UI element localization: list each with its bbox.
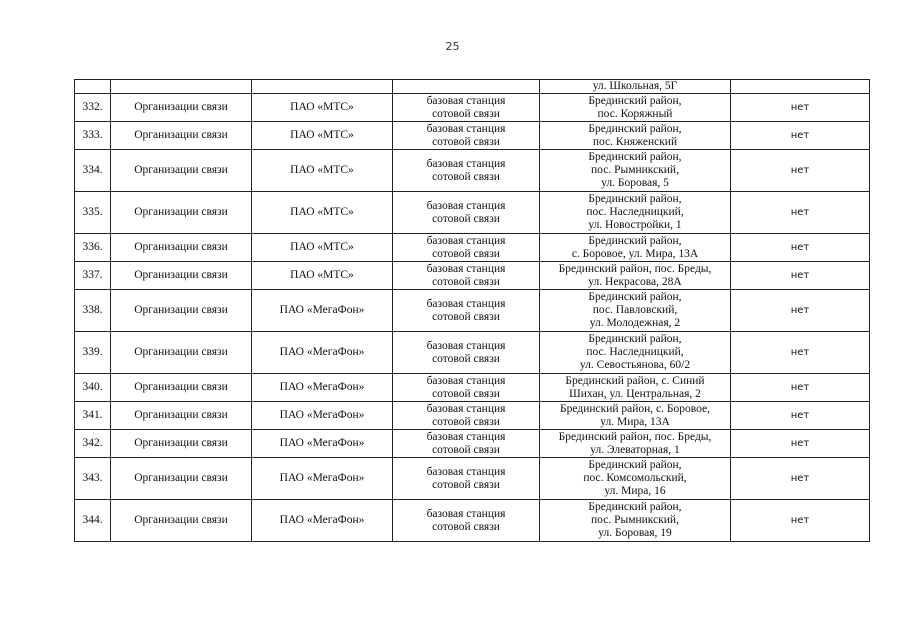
row-status: нет: [731, 234, 870, 262]
row-address: [540, 374, 731, 402]
row-number: 334.: [75, 150, 111, 192]
row-operator: ПАО «МТС»: [252, 122, 393, 150]
address-line: ул. Новостройки, 1: [588, 219, 682, 231]
row-object: [393, 402, 540, 430]
object-line: базовая станция: [426, 339, 506, 352]
object-line: сотовой связи: [432, 478, 500, 491]
row-operator: ПАО «МТС»: [252, 234, 393, 262]
object-line: базовая станция: [426, 94, 506, 107]
address-line: пос. Рымникский,: [591, 514, 679, 526]
row-object: [393, 122, 540, 150]
page-number: 25: [445, 40, 460, 53]
address-line: Брединский район, пос. Бреды,: [558, 262, 712, 275]
table-row: [75, 122, 870, 150]
object-line: базовая станция: [426, 507, 506, 520]
row-object: [393, 458, 540, 500]
object-line: сотовой связи: [432, 170, 500, 183]
row-address: [540, 332, 731, 374]
row-address: [540, 262, 731, 290]
row-operator: ПАО «МегаФон»: [252, 458, 393, 500]
table-row: [75, 374, 870, 402]
row-category: Организации связи: [111, 290, 252, 332]
row-category: Организации связи: [111, 332, 252, 374]
row-status: нет: [731, 374, 870, 402]
address-line: пос. Павловский,: [592, 304, 678, 316]
address-line: ул. Некрасова, 28А: [588, 275, 682, 288]
address-line: пос. Наследницкий,: [586, 206, 684, 218]
table-row: [75, 94, 870, 122]
row-category: Организации связи: [111, 122, 252, 150]
table-row: [75, 192, 870, 234]
object-line: сотовой связи: [432, 443, 500, 456]
row-status: нет: [731, 500, 870, 542]
row-status: нет: [731, 458, 870, 500]
table-row: [75, 402, 870, 430]
address-line: Брединский район,: [588, 459, 682, 471]
table-row: [75, 262, 870, 290]
object-line: базовая станция: [426, 262, 506, 275]
row-number: 344.: [75, 500, 111, 542]
row-status: нет: [731, 94, 870, 122]
row-object: [393, 262, 540, 290]
table-row: [75, 150, 870, 192]
object-line: базовая станция: [426, 199, 506, 212]
row-operator: ПАО «МТС»: [252, 262, 393, 290]
address-line: ул. Боровая, 5: [601, 177, 669, 189]
address-line: Брединский район, с. Боровое,: [560, 402, 710, 415]
row-category: Организации связи: [111, 234, 252, 262]
address-line: Брединский район,: [588, 501, 682, 513]
row-object: [393, 332, 540, 374]
address-line: Брединский район, пос. Бреды,: [558, 430, 712, 443]
row-number: 332.: [75, 94, 111, 122]
cell-category: [111, 80, 252, 94]
address-line: пос. Рымникский,: [591, 164, 679, 176]
row-object: [393, 150, 540, 192]
row-operator: ПАО «МегаФон»: [252, 430, 393, 458]
row-number: 338.: [75, 290, 111, 332]
address-line: пос. Княженский: [592, 135, 678, 148]
row-object: [393, 192, 540, 234]
object-line: сотовой связи: [432, 107, 500, 120]
row-category: Организации связи: [111, 430, 252, 458]
row-category: Организации связи: [111, 500, 252, 542]
row-operator: ПАО «МегаФон»: [252, 374, 393, 402]
row-category: Организации связи: [111, 374, 252, 402]
row-status: нет: [731, 122, 870, 150]
row-category: Организации связи: [111, 458, 252, 500]
row-status: нет: [731, 192, 870, 234]
object-line: базовая станция: [426, 465, 506, 478]
address-line: ул. Севостьянова, 60/2: [579, 359, 691, 371]
row-operator: ПАО «МегаФон»: [252, 290, 393, 332]
row-object: [393, 430, 540, 458]
object-line: сотовой связи: [432, 520, 500, 533]
address-line: Брединский район,: [588, 234, 682, 247]
address-line: ул. Боровая, 19: [598, 527, 672, 539]
address-line: Брединский район,: [588, 151, 682, 163]
table-row: [75, 332, 870, 374]
address-line: ул. Молодежная, 2: [589, 317, 681, 329]
object-line: сотовой связи: [432, 247, 500, 260]
address-line: с. Боровое, ул. Мира, 13А: [571, 247, 699, 260]
row-operator: ПАО «МегаФон»: [252, 500, 393, 542]
object-line: базовая станция: [426, 122, 506, 135]
row-number: 339.: [75, 332, 111, 374]
table-row: [75, 458, 870, 500]
row-object: [393, 290, 540, 332]
table-row: [75, 234, 870, 262]
row-address: [540, 430, 731, 458]
row-object: [393, 500, 540, 542]
object-line: сотовой связи: [432, 212, 500, 225]
row-address: [540, 290, 731, 332]
address-line: ул. Элеваторная, 1: [590, 443, 680, 456]
object-line: базовая станция: [426, 157, 506, 170]
row-status: нет: [731, 262, 870, 290]
object-line: сотовой связи: [432, 135, 500, 148]
cell-operator: [252, 80, 393, 94]
row-address: [540, 458, 731, 500]
row-address: [540, 500, 731, 542]
facilities-table: [74, 79, 870, 542]
object-line: сотовой связи: [432, 352, 500, 365]
address-line: ул. Мира, 16: [604, 485, 666, 497]
address-line: ул. Мира, 13А: [600, 415, 670, 428]
row-number: 341.: [75, 402, 111, 430]
object-line: базовая станция: [426, 430, 506, 443]
row-operator: ПАО «МегаФон»: [252, 332, 393, 374]
address-line: пос. Наследницкий,: [586, 346, 684, 358]
address-line: Брединский район,: [588, 333, 682, 345]
row-address: [540, 122, 731, 150]
row-status: нет: [731, 430, 870, 458]
row-category: Организации связи: [111, 192, 252, 234]
row-status: нет: [731, 332, 870, 374]
object-line: сотовой связи: [432, 275, 500, 288]
row-category: Организации связи: [111, 262, 252, 290]
address-line: Брединский район,: [588, 291, 682, 303]
row-number: 340.: [75, 374, 111, 402]
cell-status: [731, 80, 870, 94]
cell-num: [75, 80, 111, 94]
row-number: 342.: [75, 430, 111, 458]
object-line: базовая станция: [426, 402, 506, 415]
table-row: [75, 290, 870, 332]
row-address: [540, 192, 731, 234]
row-number: 333.: [75, 122, 111, 150]
row-object: [393, 374, 540, 402]
row-number: 335.: [75, 192, 111, 234]
row-category: Организации связи: [111, 402, 252, 430]
row-address: [540, 402, 731, 430]
row-category: Организации связи: [111, 94, 252, 122]
table-row: [75, 430, 870, 458]
object-line: сотовой связи: [432, 387, 500, 400]
row-operator: ПАО «МТС»: [252, 192, 393, 234]
row-object: [393, 234, 540, 262]
continuation-row: [75, 80, 870, 94]
object-line: базовая станция: [426, 234, 506, 247]
row-operator: ПАО «МегаФон»: [252, 402, 393, 430]
address-line: ул. Школьная, 5Г: [592, 80, 678, 92]
address-line: Шихан, ул. Центральная, 2: [569, 387, 701, 400]
row-address: [540, 94, 731, 122]
row-number: 336.: [75, 234, 111, 262]
address-line: Брединский район,: [588, 193, 682, 205]
object-line: сотовой связи: [432, 415, 500, 428]
row-number: 343.: [75, 458, 111, 500]
cell-object: [393, 80, 540, 94]
row-status: нет: [731, 290, 870, 332]
object-line: базовая станция: [426, 374, 506, 387]
address-line: Брединский район,: [588, 94, 682, 107]
address-line: пос. Коряжный: [597, 107, 673, 120]
row-address: [540, 150, 731, 192]
cell-address: [540, 80, 731, 94]
row-object: [393, 94, 540, 122]
address-line: пос. Комсомольский,: [583, 472, 687, 484]
row-status: нет: [731, 150, 870, 192]
row-operator: ПАО «МТС»: [252, 150, 393, 192]
address-line: Брединский район,: [588, 122, 682, 135]
address-line: Брединский район, с. Синий: [565, 374, 705, 387]
row-operator: ПАО «МТС»: [252, 94, 393, 122]
row-status: нет: [731, 402, 870, 430]
table-row: [75, 500, 870, 542]
row-address: [540, 234, 731, 262]
object-line: базовая станция: [426, 297, 506, 310]
object-line: сотовой связи: [432, 310, 500, 323]
row-category: Организации связи: [111, 150, 252, 192]
row-number: 337.: [75, 262, 111, 290]
